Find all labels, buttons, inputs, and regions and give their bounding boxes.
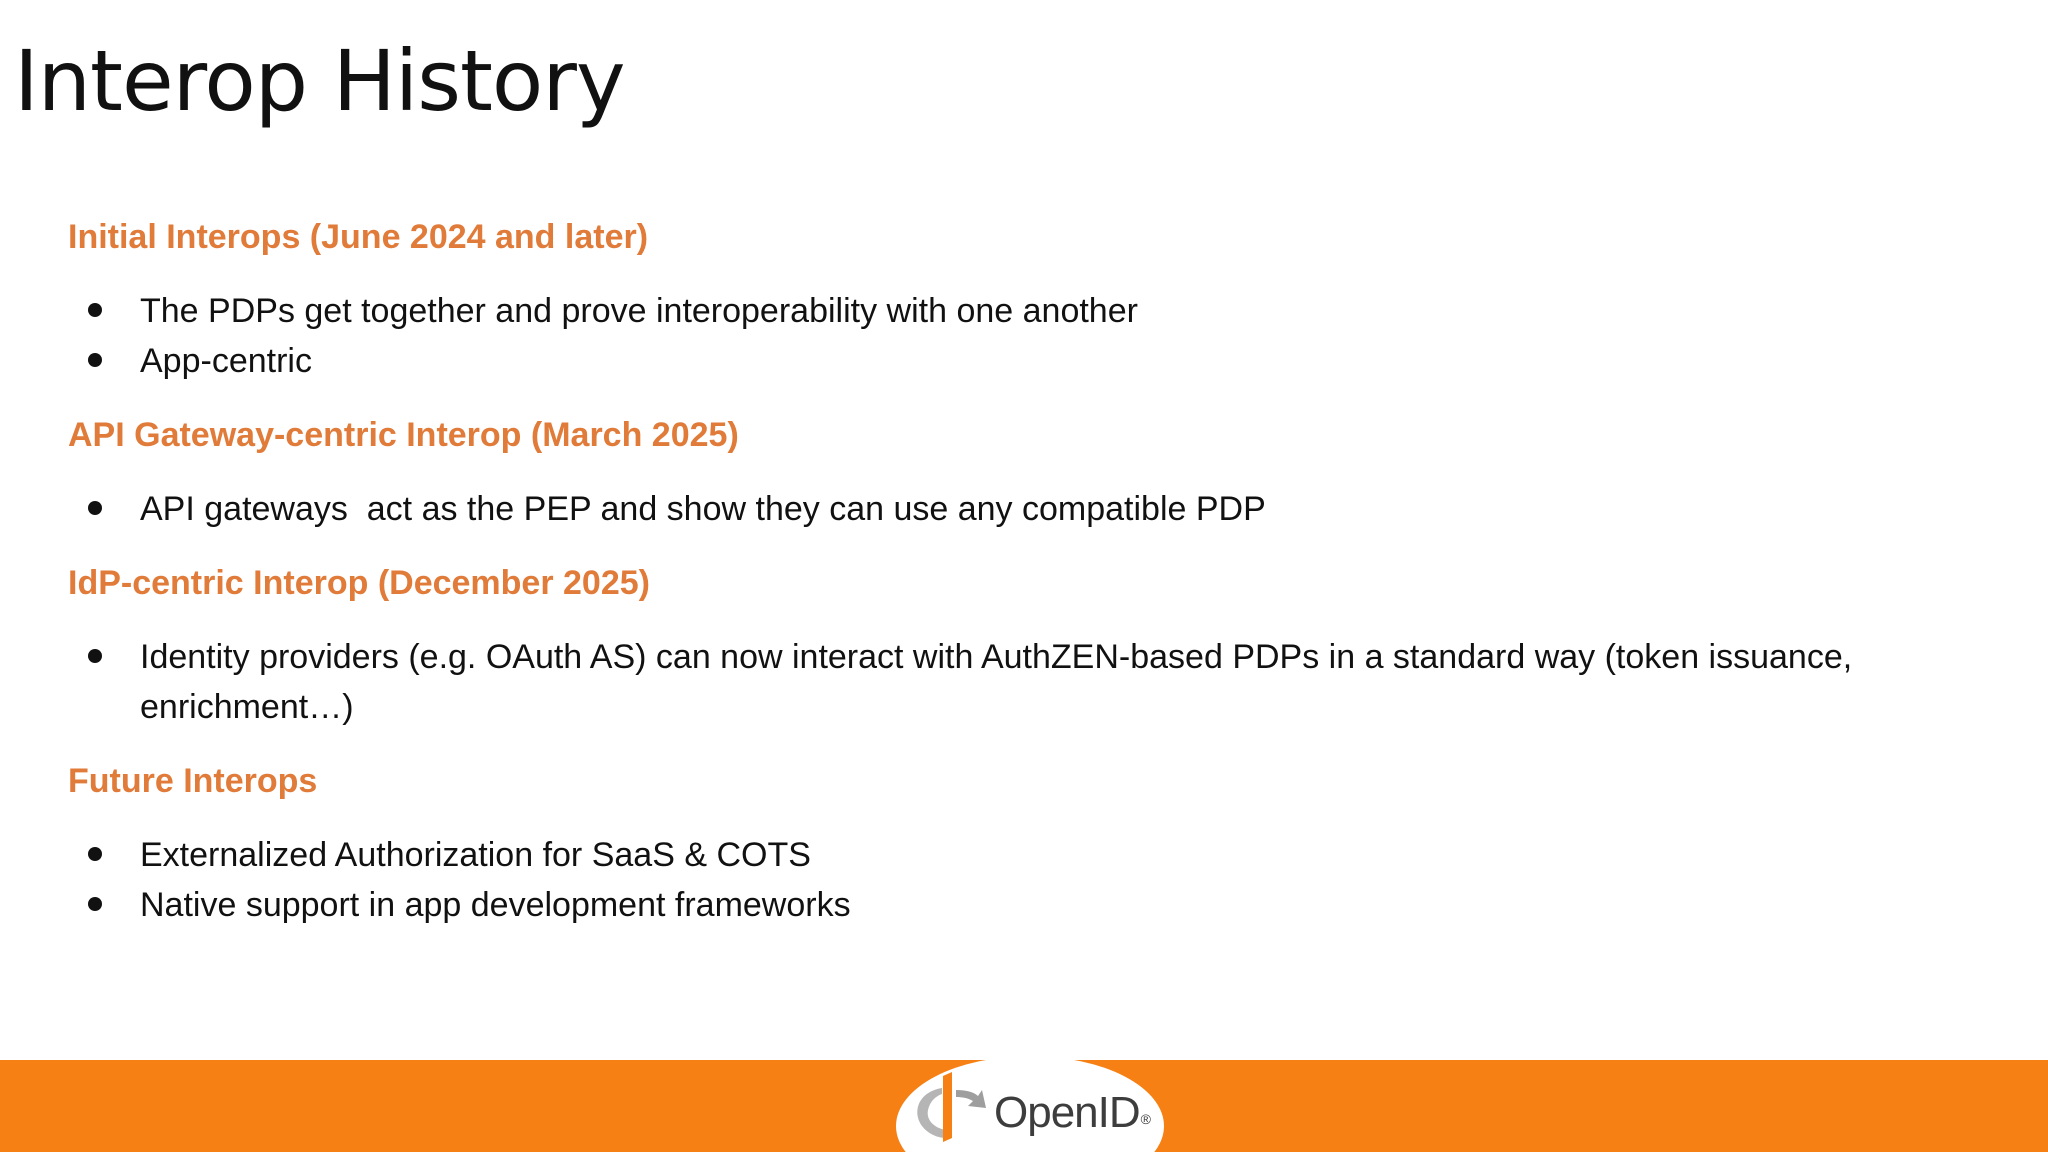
bullet-icon [88,501,102,515]
logo-wordmark: OpenID [994,1088,1140,1137]
list-item [68,286,1860,336]
list-item-text: Native support in app development frameworks [140,886,851,924]
list-item-text: Externalized Authorization for SaaS & COTS [140,836,811,874]
list-item [68,632,1860,732]
list-item [68,880,1860,930]
list-item-text: Identity providers (e.g. OAuth AS) can now interact with AuthZEN-based PDPs in a standard way (token issuance, enrichment…) [140,638,1853,726]
slide-title: Interop History [14,32,625,130]
section-heading-api-gateway-interop: API Gateway-centric Interop (March 2025) [68,416,739,454]
bullet-list [68,286,1968,386]
section-heading-idp-interop: IdP-centric Interop (December 2025) [68,564,650,602]
bullet-list [68,632,1968,732]
list-item-text: API gateways act as the PEP and show they can use any compatible PDP [140,490,1266,528]
list-item [68,484,1860,534]
list-item-text: App-centric [140,342,312,380]
list-item [68,830,1860,880]
bullet-list [68,830,1968,930]
bullet-icon [88,303,102,317]
slide-content [68,212,1968,954]
list-item-text: The PDPs get together and prove interoperability with one another [140,292,1138,330]
bullet-list [68,484,1968,534]
section-heading-initial-interops: Initial Interops (June 2024 and later) [68,218,649,256]
bullet-icon [88,847,102,861]
list-item [68,336,1860,386]
registered-mark: ® [1140,1111,1150,1127]
openid-logo-text [994,1088,1149,1138]
bullet-icon [88,649,102,663]
openid-logo-icon [912,1068,992,1142]
bullet-icon [88,353,102,367]
section-heading-future-interops: Future Interops [68,762,318,800]
bullet-icon [88,897,102,911]
